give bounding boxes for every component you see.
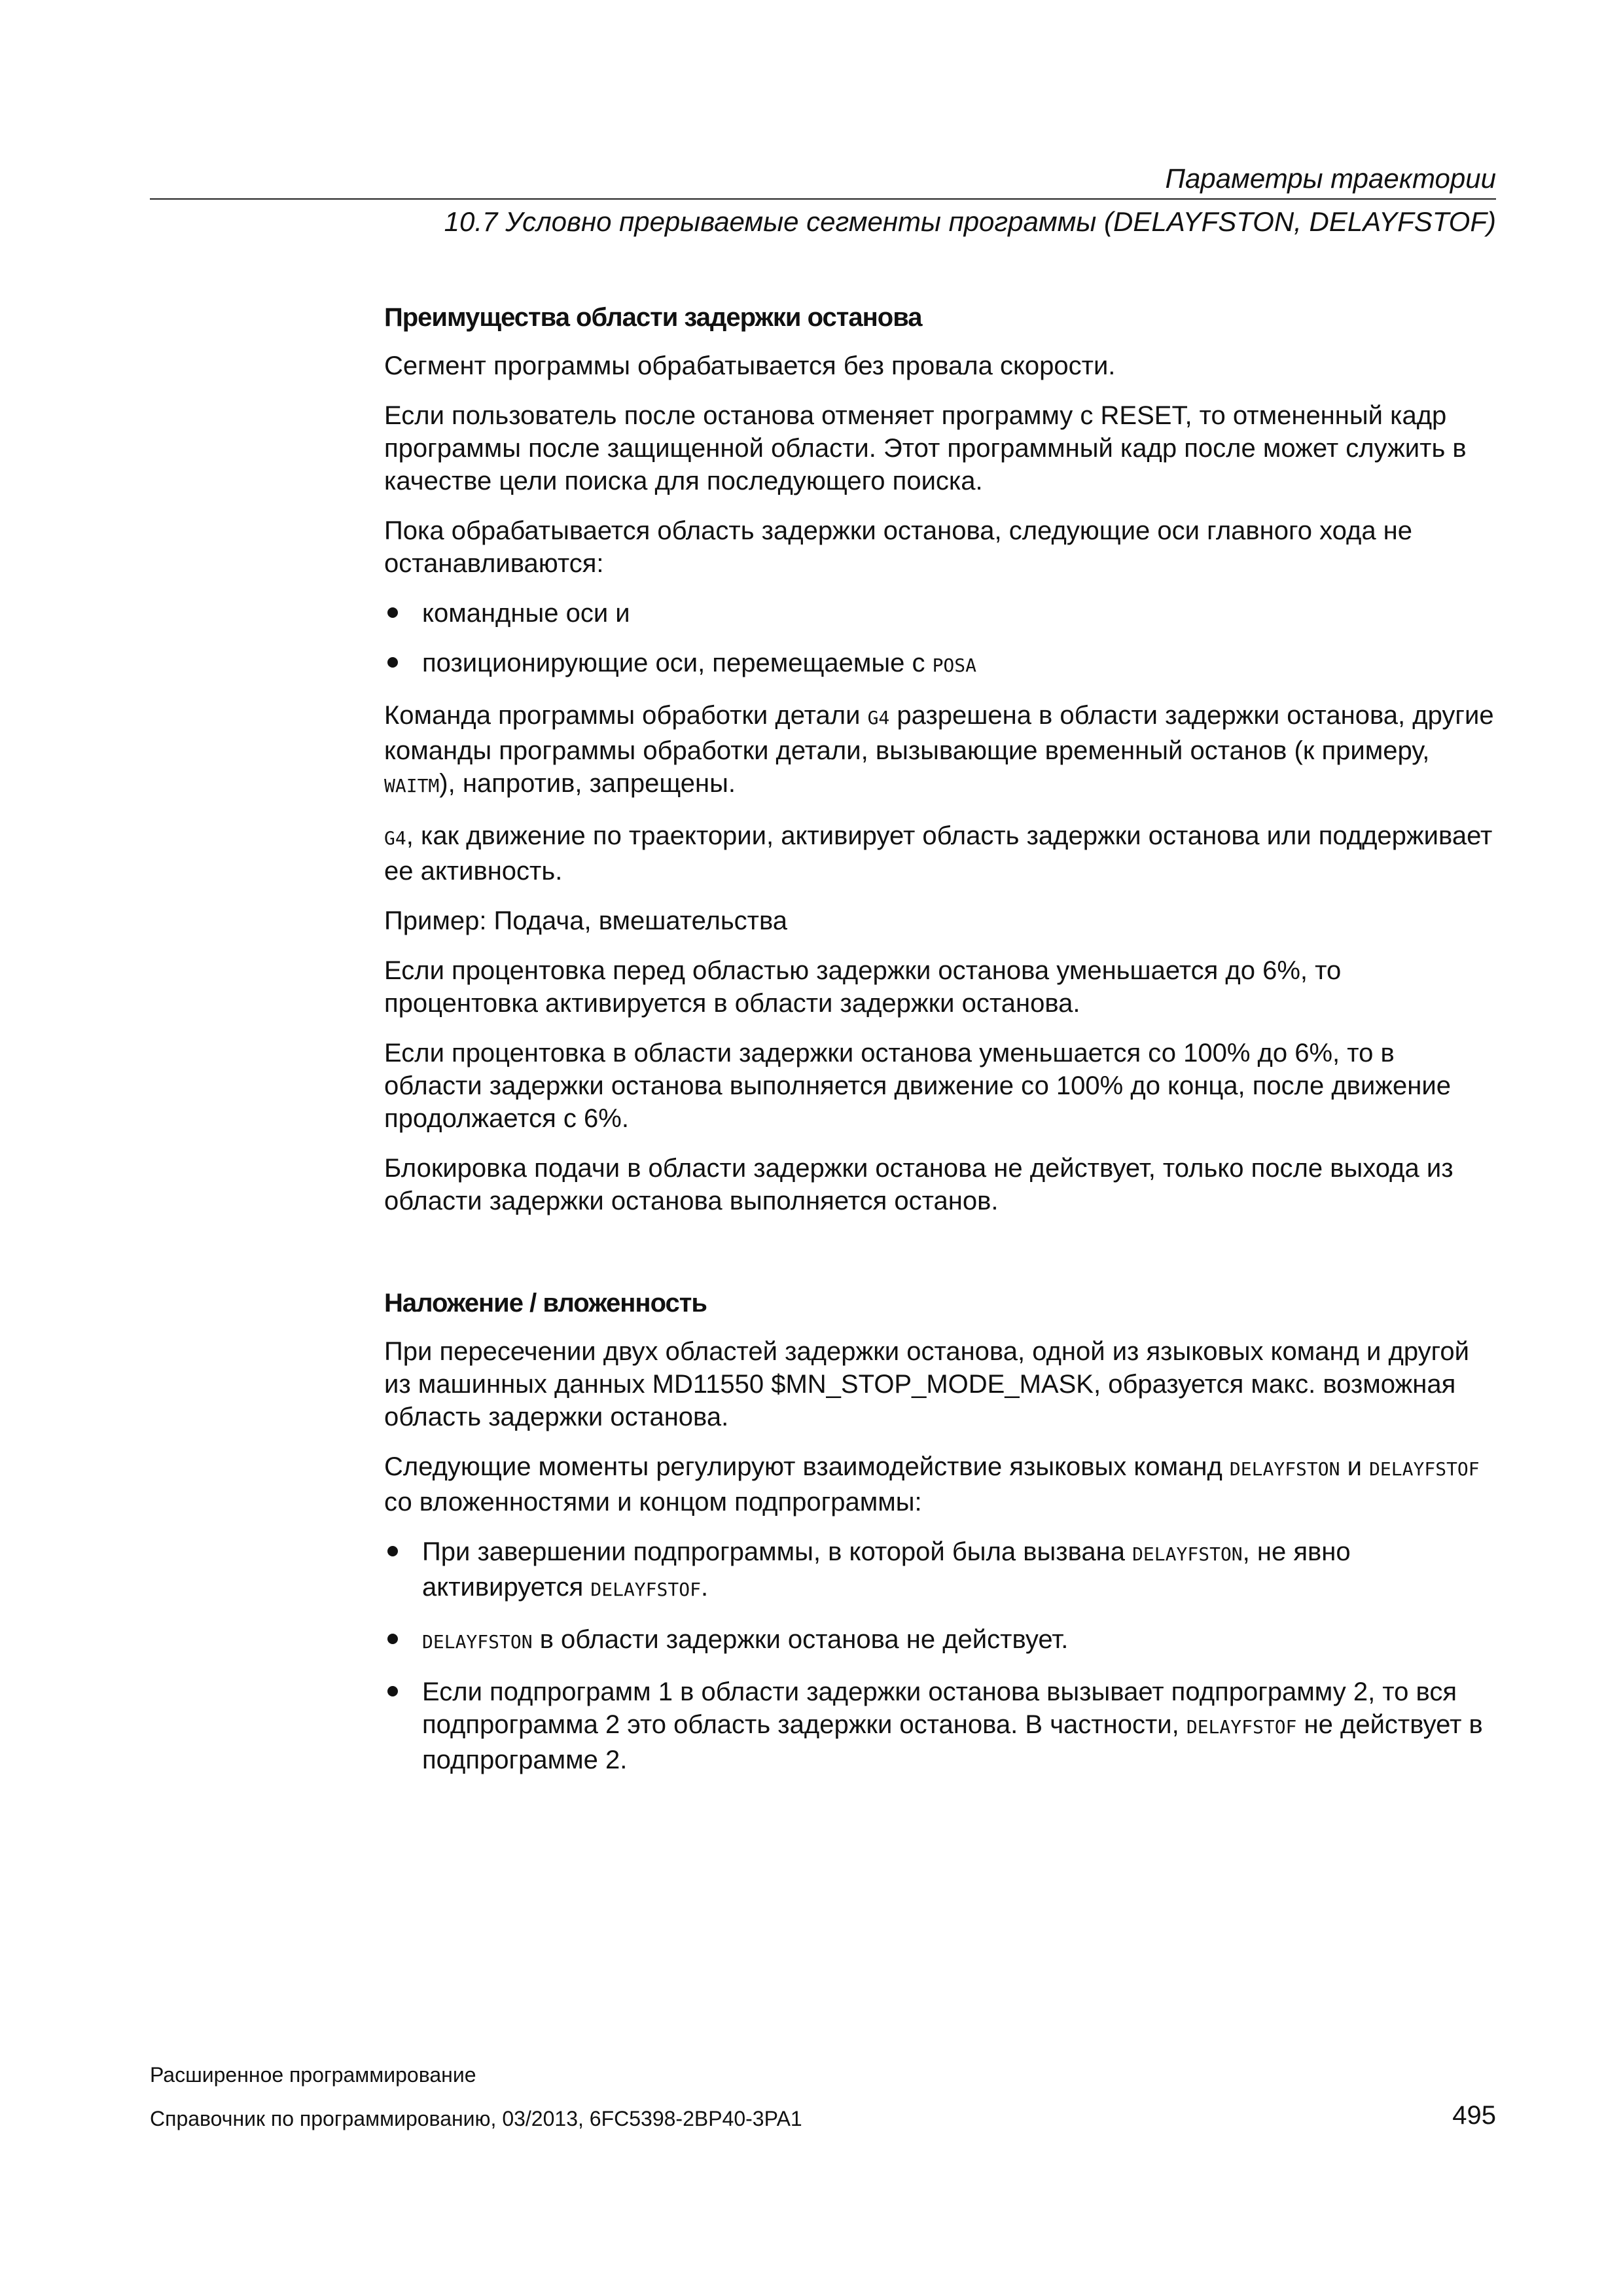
list-item (384, 1623, 1497, 1659)
text-run: со вложенностями и концом подпрограммы: (384, 1488, 922, 1516)
code-keyword: DELAYFSTON (422, 1631, 533, 1653)
text-run: . (700, 1573, 709, 1602)
paragraph: Если пользователь после останова отменяет программу с RESET, то отмененный кадр программы после защищенной области. Этот программный кадр после может служить в качестве цели поиска для последующего поиска. (384, 401, 1467, 495)
code-keyword: DELAYFSTOF (590, 1579, 701, 1600)
paragraph: Пока обрабатывается область задержки останова, следующие оси главного хода не останавливаются: (384, 516, 1413, 578)
list-item (384, 647, 1497, 682)
paragraph: При пересечении двух областей задержки останова, одной из языковых команд и другой из машинных данных MD11550 $MN_STOP_MODE_MASK, образуется макс. возможная область задержки останова. (384, 1337, 1469, 1431)
code-keyword: DELAYFSTOF (1186, 1716, 1297, 1738)
bullet-list (384, 1535, 1497, 1776)
paragraph: Если процентовка в области задержки останова уменьшается со 100% до 6%, то в области задержки останова выполняется движение со 100% до конца, после движение продолжается с 6%. (384, 1039, 1451, 1133)
running-header-chapter: Параметры траектории (1165, 163, 1496, 194)
text-run: и (1340, 1452, 1370, 1481)
code-keyword: WAITM (384, 775, 440, 797)
text-run: ), напротив, запрещены. (439, 769, 736, 798)
list-item-text: командные оси и (422, 599, 630, 628)
code-keyword: G4 (384, 827, 406, 849)
bullet-list (384, 597, 1497, 682)
text-run: Команда программы обработки детали (384, 701, 868, 730)
text-run: , как движение по траектории, активирует область задержки останова или поддерживает ее активность. (384, 821, 1493, 886)
text-run: Следующие моменты регулируют взаимодействие языковых команд (384, 1452, 1230, 1481)
text-run: , не явно активируется (422, 1537, 1351, 1602)
text-run: Если подпрограмм 1 в области задержки останова вызывает подпрограмму 2, то вся подпрограмма 2 это область задержки останова. В частности, (422, 1677, 1457, 1739)
section-heading-advantages: Преимущества области задержки останова (384, 303, 922, 332)
paragraph: Сегмент программы обрабатывается без провала скорости. (384, 351, 1116, 380)
running-header-section: 10.7 Условно прерываемые сегменты программы (DELAYFSTON, DELAYFSTOF) (444, 206, 1496, 237)
list-item-text: позиционирующие оси, перемещаемые с (422, 649, 933, 677)
paragraph (384, 1450, 1497, 1518)
page-number: 495 (1452, 2101, 1496, 2130)
footer-book-title: Расширенное программирование (150, 2063, 476, 2087)
footer-manual-info: Справочник по программированию, 03/2013, 6FC5398-2BP40-3PA1 (150, 2107, 802, 2130)
code-keyword: DELAYFSTON (1229, 1458, 1340, 1480)
list-item (384, 1535, 1497, 1606)
paragraph: Пример: Подача, вмешательства (384, 906, 788, 935)
text-run: в области задержки останова не действует. (532, 1625, 1069, 1654)
code-keyword: DELAYFSTON (1132, 1543, 1243, 1565)
paragraph: Блокировка подачи в области задержки останова не действует, только после выхода из области задержки останова выполняется останов. (384, 1154, 1454, 1215)
code-keyword: POSA (932, 655, 977, 676)
code-keyword: G4 (867, 707, 890, 728)
list-item (384, 597, 1497, 630)
paragraph (384, 819, 1497, 888)
text-run: не действует в подпрограмме 2. (422, 1710, 1483, 1774)
code-keyword: DELAYFSTOF (1369, 1458, 1480, 1480)
text-run: разрешена в области задержки останова, другие команды программы обработки детали, вызывающие временный останов (к примеру, (384, 701, 1494, 765)
page-body (384, 301, 1497, 1793)
section-heading-nesting: Наложение / вложенность (384, 1289, 707, 1318)
paragraph: Если процентовка перед областью задержки останова уменьшается до 6%, то процентовка активируется в области задержки останова. (384, 956, 1342, 1018)
text-run: При завершении подпрограммы, в которой была вызвана (422, 1537, 1133, 1566)
paragraph (384, 699, 1497, 802)
list-item (384, 1676, 1497, 1776)
header-rule (150, 198, 1496, 200)
